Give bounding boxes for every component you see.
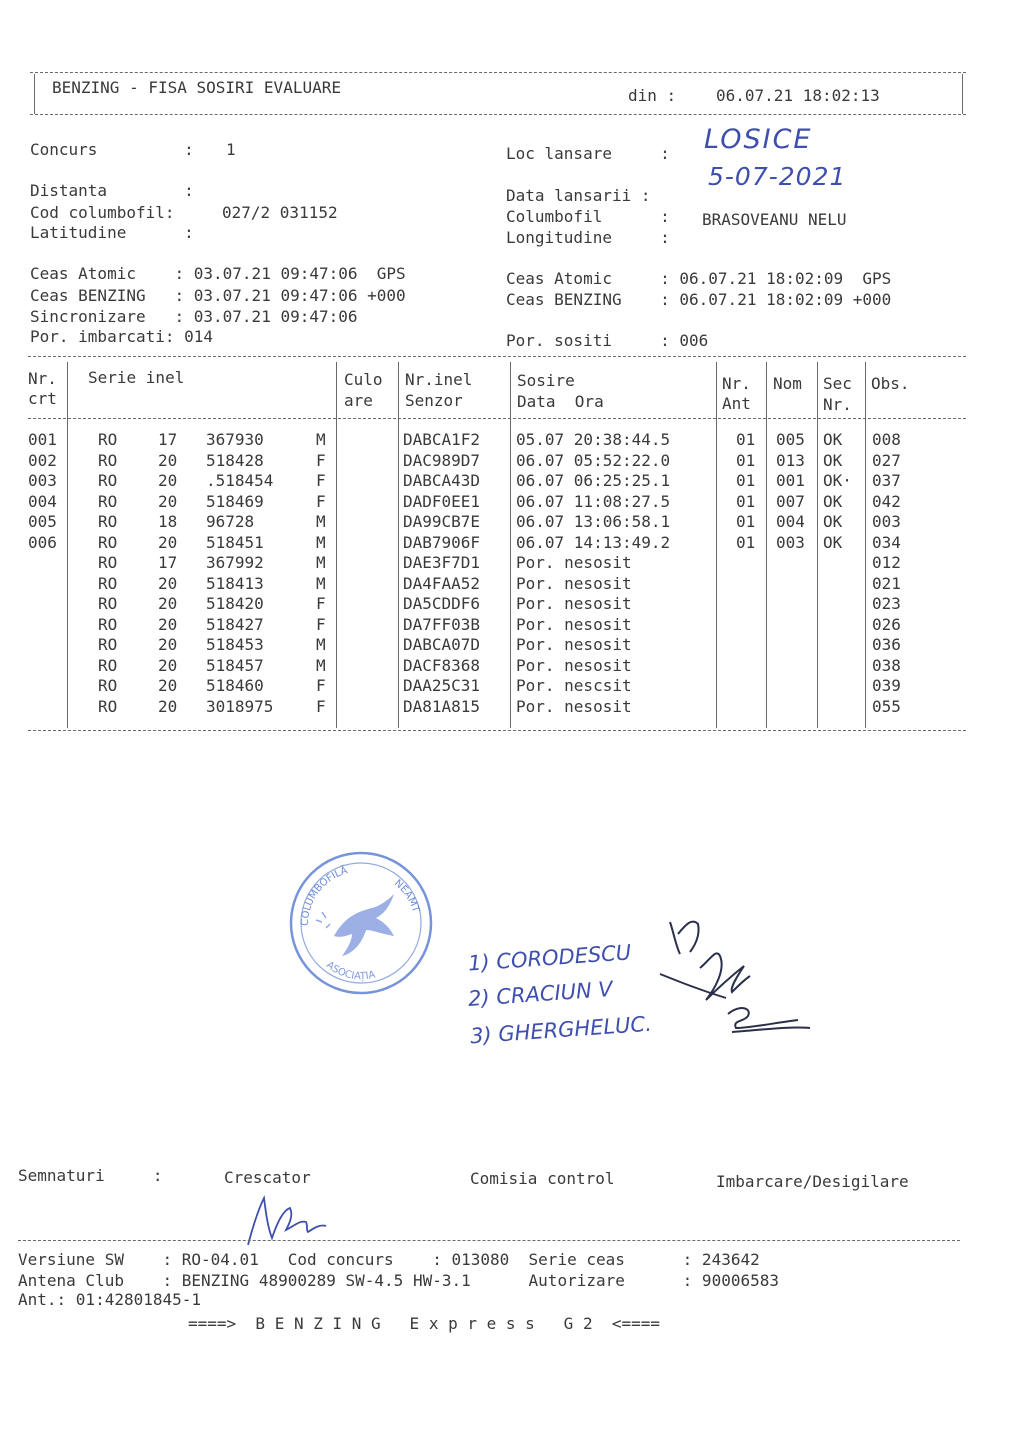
col-divider-culoare bbox=[398, 362, 399, 728]
row-sensor: DA5CDDF6 bbox=[403, 594, 481, 613]
report-title: BENZING - FISA SOSIRI EVALUARE bbox=[52, 78, 341, 97]
row-antenna: 01 bbox=[736, 512, 756, 531]
row-sex: M bbox=[316, 532, 326, 552]
row-sensor: DAA25C31 bbox=[403, 676, 481, 695]
header-serie-inel: Serie inel bbox=[88, 368, 185, 387]
commission-member-2: 2) CRACIUN V bbox=[467, 976, 614, 1012]
stamp-text-right: NEAMT bbox=[392, 877, 422, 914]
concurs-value: 1 bbox=[226, 140, 236, 159]
col-divider-serie bbox=[336, 362, 337, 728]
row-nom: 005 bbox=[776, 430, 805, 449]
signature-comisia-label: Comisia control bbox=[470, 1169, 615, 1188]
row-ring: 3018975 bbox=[206, 696, 274, 716]
row-obs: 034 bbox=[872, 532, 901, 552]
header-obs: Obs. bbox=[871, 374, 910, 393]
row-ring: 518451 bbox=[206, 532, 264, 552]
signature-imbarcare-label: Imbarcare/Desigilare bbox=[716, 1172, 909, 1191]
row-country: RO bbox=[98, 450, 118, 470]
loc-lansare-label: Loc lansare : bbox=[506, 144, 670, 163]
row-year: 20 bbox=[158, 594, 178, 613]
row-obs: 037 bbox=[872, 471, 901, 490]
row-arrival: 06.07 06:25:25.1 bbox=[516, 471, 671, 490]
row-sex: F bbox=[316, 614, 326, 634]
stamp-text-top: COLUMBOFILĂ bbox=[299, 865, 349, 927]
row-obs: 038 bbox=[872, 655, 901, 675]
row-sex: F bbox=[316, 471, 326, 490]
header-data-ora: Data Ora bbox=[517, 392, 604, 411]
table-bottom-border bbox=[28, 730, 966, 731]
row-antenna: 01 bbox=[736, 532, 756, 552]
semnaturi-label: Semnaturi : bbox=[18, 1166, 163, 1185]
row-ring: 518457 bbox=[206, 655, 264, 675]
row-country: RO bbox=[98, 471, 118, 490]
row-antenna: 01 bbox=[736, 491, 756, 511]
row-sex: M bbox=[316, 553, 326, 572]
row-year: 20 bbox=[158, 450, 178, 470]
versiune-sw-line: Versiune SW : RO-04.01 Cod concurs : 013080 Serie ceas : 243642 bbox=[18, 1250, 760, 1269]
row-obs: 008 bbox=[872, 430, 901, 449]
row-sensor: DABCA1F2 bbox=[403, 430, 481, 449]
olive-branch-icon bbox=[316, 912, 330, 928]
row-obs: 021 bbox=[872, 573, 901, 593]
row-sensor: DABCA43D bbox=[403, 471, 481, 490]
data-lansarii-handwritten: 5-07-2021 bbox=[708, 162, 847, 191]
commission-member-3: 3) GHERGHELUC. bbox=[469, 1011, 653, 1049]
row-obs: 003 bbox=[872, 512, 901, 531]
row-obs: 023 bbox=[872, 594, 901, 613]
row-year: 17 bbox=[158, 553, 178, 572]
row-sensor: DA4FAA52 bbox=[403, 573, 481, 593]
header-nr: Nr. bbox=[28, 369, 57, 388]
row-arrival: Por. nesosit bbox=[516, 696, 632, 716]
row-country: RO bbox=[98, 635, 118, 654]
row-sensor: DAC989D7 bbox=[403, 450, 481, 470]
row-country: RO bbox=[98, 532, 118, 552]
row-arrival: Por. nesosit bbox=[516, 573, 632, 593]
row-obs: 026 bbox=[872, 614, 901, 634]
row-sensor: DA7FF03B bbox=[403, 614, 481, 634]
club-stamp bbox=[286, 848, 436, 998]
concurs-label: Concurs : bbox=[30, 140, 194, 159]
row-country: RO bbox=[98, 491, 118, 511]
row-sec: OK bbox=[823, 430, 843, 449]
row-sex: F bbox=[316, 491, 326, 511]
antena-id-line: Ant.: 01:42801845-1 bbox=[18, 1290, 202, 1309]
data-lansarii-label: Data lansarii : bbox=[506, 186, 651, 205]
commission-member-1: 1) CORODESCU bbox=[467, 940, 632, 976]
ceas-benzing-end: Ceas BENZING : 06.07.21 18:02:09 +000 bbox=[506, 290, 892, 309]
row-country: RO bbox=[98, 594, 118, 613]
table-header-border bbox=[28, 418, 966, 419]
col-divider-nom bbox=[817, 362, 818, 728]
header-nr-ant: Nr. bbox=[722, 374, 751, 393]
row-obs: 036 bbox=[872, 635, 901, 654]
header-nom: Nom bbox=[773, 374, 802, 393]
latitudine-label: Latitudine : bbox=[30, 223, 194, 242]
porumbei-sositi: Por. sositi : 006 bbox=[506, 331, 709, 350]
row-country: RO bbox=[98, 430, 118, 449]
row-country: RO bbox=[98, 553, 118, 572]
columbofil-value: BRASOVEANU NELU bbox=[702, 210, 847, 229]
row-obs: 042 bbox=[872, 491, 901, 511]
col-divider-senzor bbox=[510, 362, 511, 728]
row-sec: OK bbox=[823, 450, 843, 470]
header-sec: Sec bbox=[823, 374, 852, 393]
crescator-signature bbox=[228, 1190, 348, 1250]
row-country: RO bbox=[98, 512, 118, 531]
row-antenna: 01 bbox=[736, 471, 756, 490]
header-culoare-1: Culo bbox=[344, 370, 383, 389]
cod-columbofil-label: Cod columbofil: bbox=[30, 203, 175, 222]
dove-icon bbox=[334, 894, 394, 956]
row-ring: 367992 bbox=[206, 553, 264, 572]
row-sex: M bbox=[316, 512, 326, 531]
row-arrival: Por. nesosit bbox=[516, 594, 632, 613]
row-nr: 006 bbox=[28, 532, 57, 552]
header-right-border bbox=[962, 74, 963, 114]
col-divider-nr bbox=[67, 362, 68, 728]
row-year: 20 bbox=[158, 491, 178, 511]
row-arrival: 05.07 20:38:44.5 bbox=[516, 430, 671, 449]
report-date: 06.07.21 18:02:13 bbox=[716, 86, 880, 105]
row-arrival: Por. nesosit bbox=[516, 655, 632, 675]
sincronizare: Sincronizare : 03.07.21 09:47:06 bbox=[30, 307, 358, 326]
row-sex: F bbox=[316, 594, 326, 613]
header-top-border bbox=[30, 72, 966, 73]
porumbei-imbarcati: Por. imbarcati: 014 bbox=[30, 327, 214, 346]
row-obs: 027 bbox=[872, 450, 901, 470]
row-obs: 039 bbox=[872, 676, 901, 695]
row-obs: 012 bbox=[872, 553, 901, 572]
row-ring: 518427 bbox=[206, 614, 264, 634]
row-year: 20 bbox=[158, 614, 178, 634]
row-sex: F bbox=[316, 676, 326, 695]
row-ring: 518420 bbox=[206, 594, 264, 613]
row-year: 20 bbox=[158, 573, 178, 593]
row-arrival: 06.07 05:52:22.0 bbox=[516, 450, 671, 470]
report-date-label: din : bbox=[628, 86, 677, 105]
row-nr: 005 bbox=[28, 512, 57, 531]
header-left-border bbox=[34, 74, 35, 114]
header-sec-nr: Nr. bbox=[823, 395, 852, 414]
signature-crescator-label: Crescator bbox=[224, 1168, 311, 1187]
columbofil-label: Columbofil : bbox=[506, 207, 670, 226]
row-obs: 055 bbox=[872, 696, 901, 716]
header-nr-inel: Nr.inel bbox=[405, 370, 473, 389]
row-year: 17 bbox=[158, 430, 178, 449]
row-arrival: Por. nescsit bbox=[516, 676, 632, 695]
ceas-benzing-start: Ceas BENZING : 03.07.21 09:47:06 +000 bbox=[30, 286, 406, 305]
row-ring: 518428 bbox=[206, 450, 264, 470]
row-sec: OK· bbox=[823, 471, 852, 490]
row-sex: M bbox=[316, 573, 326, 593]
row-sensor: DADF0EE1 bbox=[403, 491, 481, 511]
table-top-border bbox=[28, 356, 966, 357]
row-sensor: DABCA07D bbox=[403, 635, 481, 654]
commission-signatures bbox=[640, 904, 840, 1054]
row-country: RO bbox=[98, 655, 118, 675]
row-sensor: DAE3F7D1 bbox=[403, 553, 481, 572]
row-antenna: 01 bbox=[736, 430, 756, 449]
row-nr: 001 bbox=[28, 430, 57, 449]
row-sec: OK bbox=[823, 512, 843, 531]
row-nr: 003 bbox=[28, 471, 57, 490]
row-antenna: 01 bbox=[736, 450, 756, 470]
antena-club-line: Antena Club : BENZING 48900289 SW-4.5 HW-3.1 Autorizare : 90006583 bbox=[18, 1271, 779, 1290]
header-crt: crt bbox=[28, 389, 57, 408]
row-nom: 013 bbox=[776, 450, 805, 470]
col-divider-sec bbox=[865, 362, 866, 728]
row-year: 20 bbox=[158, 696, 178, 716]
row-year: 20 bbox=[158, 635, 178, 654]
distanta-label: Distanta : bbox=[30, 181, 194, 200]
row-sensor: DA81A815 bbox=[403, 696, 481, 716]
row-arrival: Por. nesosit bbox=[516, 635, 632, 654]
row-ring: 518460 bbox=[206, 676, 264, 695]
row-sex: M bbox=[316, 430, 326, 449]
row-year: 20 bbox=[158, 676, 178, 695]
row-country: RO bbox=[98, 696, 118, 716]
row-sensor: DACF8368 bbox=[403, 655, 481, 675]
header-ant: Ant bbox=[722, 394, 751, 413]
row-ring: 518453 bbox=[206, 635, 264, 654]
ceas-atomic-start: Ceas Atomic : 03.07.21 09:47:06 GPS bbox=[30, 264, 406, 283]
row-ring: 367930 bbox=[206, 430, 264, 449]
row-country: RO bbox=[98, 676, 118, 695]
row-arrival: Por. nesosit bbox=[516, 553, 632, 572]
row-arrival: 06.07 11:08:27.5 bbox=[516, 491, 671, 511]
row-nom: 003 bbox=[776, 532, 805, 552]
row-arrival: 06.07 13:06:58.1 bbox=[516, 512, 671, 531]
row-nr: 002 bbox=[28, 450, 57, 470]
row-ring: 518469 bbox=[206, 491, 264, 511]
row-sensor: DAB7906F bbox=[403, 532, 481, 552]
benzing-express-banner: ====> B E N Z I N G E x p r e s s G 2 <==== bbox=[188, 1314, 661, 1333]
row-arrival: Por. nesosit bbox=[516, 614, 632, 634]
row-sex: F bbox=[316, 450, 326, 470]
row-sec: OK bbox=[823, 491, 843, 511]
row-ring: 96728 bbox=[206, 512, 255, 531]
col-divider-ant bbox=[766, 362, 767, 728]
row-ring: 518413 bbox=[206, 573, 264, 593]
loc-lansare-handwritten: LOSICE bbox=[704, 124, 813, 155]
row-year: 20 bbox=[158, 471, 178, 490]
stamp-text-bottom: ASOCIAȚIA bbox=[324, 959, 377, 983]
ceas-atomic-end: Ceas Atomic : 06.07.21 18:02:09 GPS bbox=[506, 269, 892, 288]
header-culoare-2: are bbox=[344, 391, 373, 410]
longitudine-label: Longitudine : bbox=[506, 228, 670, 247]
header-bottom-border bbox=[30, 114, 966, 115]
col-divider-sosire bbox=[716, 362, 717, 728]
row-nom: 007 bbox=[776, 491, 805, 511]
cod-columbofil-value: 027/2 031152 bbox=[222, 203, 338, 222]
row-sex: M bbox=[316, 635, 326, 654]
row-sensor: DA99CB7E bbox=[403, 512, 481, 531]
row-year: 20 bbox=[158, 655, 178, 675]
footer-divider bbox=[18, 1240, 960, 1241]
row-country: RO bbox=[98, 573, 118, 593]
row-year: 20 bbox=[158, 532, 178, 552]
row-year: 18 bbox=[158, 512, 178, 531]
row-country: RO bbox=[98, 614, 118, 634]
row-nr: 004 bbox=[28, 491, 57, 511]
row-sec: OK bbox=[823, 532, 843, 552]
row-nom: 004 bbox=[776, 512, 805, 531]
row-ring: .518454 bbox=[206, 471, 274, 490]
row-sex: F bbox=[316, 696, 326, 716]
header-senzor: Senzor bbox=[405, 391, 463, 410]
row-sex: M bbox=[316, 655, 326, 675]
row-nom: 001 bbox=[776, 471, 805, 490]
header-sosire: Sosire bbox=[517, 371, 575, 390]
row-arrival: 06.07 14:13:49.2 bbox=[516, 532, 671, 552]
